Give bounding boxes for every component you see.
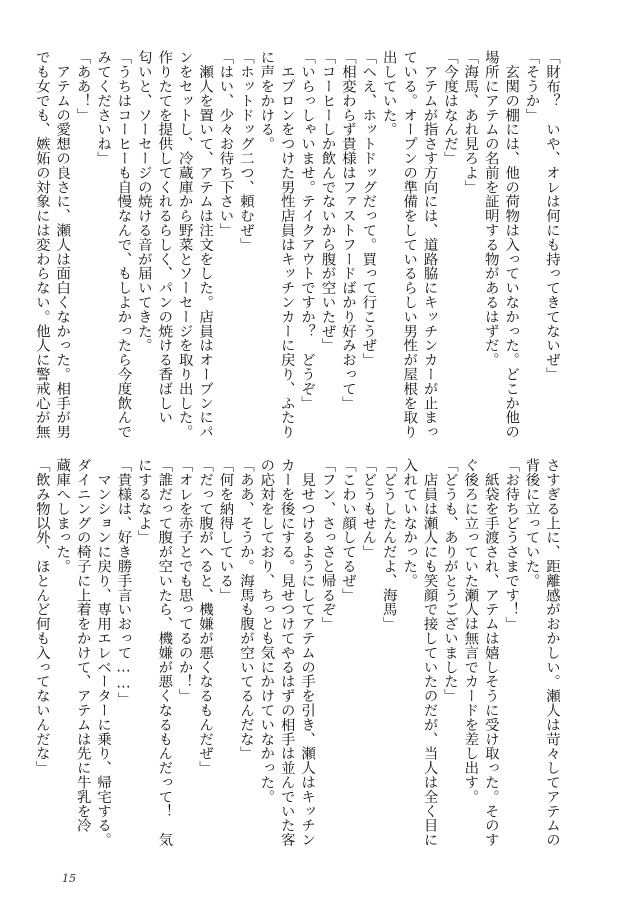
text-line: にするなよ」 <box>135 458 152 545</box>
text-line: 「うちはコーヒーも自慢なんで、もしよかったら今度飲んで <box>115 50 132 439</box>
text-line: 「フン、さっさと帰るぞ」 <box>319 458 336 631</box>
text-line: エプロンをつけた男性店員はキッチンカーに戻り、ふたり <box>278 50 295 439</box>
text-line: 作りたてを提供してくれるらしく、パンの焼ける香ばしい <box>156 50 173 425</box>
text-line: 「どうもせん」 <box>360 458 377 559</box>
text-line: 「オレを赤子とでも思ってるのか！」 <box>176 458 193 703</box>
text-line: でも女でも、嫉妬の対象には変わらない。他人に警戒心が無 <box>33 50 50 439</box>
text-line: カーを後にする。見せつけてやるはずの相手は並んでいた客 <box>278 458 295 847</box>
text-line: 背後に立っていた。 <box>523 458 540 588</box>
text-line: 匂いと、ソーセージの焼ける音が届いてきた。 <box>135 50 152 353</box>
text-line: 瀬人を置いて、アテムは注文をした。店員はオーブンにパ <box>197 50 214 439</box>
upper-text-block <box>33 50 562 439</box>
text-line: みてくださいね」 <box>95 50 112 166</box>
text-line: に声をかける。 <box>258 50 275 151</box>
text-line: 「へえ、ホットドッグだって。買って行こうぜ」 <box>360 50 377 367</box>
lower-text-block <box>33 458 562 848</box>
text-line: 見せつけるようにしてアテムの手を引き、瀬人はキッチン <box>299 458 316 847</box>
text-line: 「海馬、あれ見ろよ」 <box>462 50 479 194</box>
text-line: 場所にアテムの名前を証明する物があるはずだ。 <box>482 50 499 367</box>
text-line: 「ああ、そうか。海馬も腹が空いてるんだな」 <box>237 458 254 761</box>
text-line: 「財布？ いや、オレは何にも持ってきてないぜ」 <box>544 50 560 382</box>
text-line: さすぎる上に、距離感がおかしい。瀬人は苛々してアテムの <box>544 458 560 847</box>
text-line: の応対をしており、ちっとも気にかけていなかった。 <box>258 458 275 804</box>
page-number: 15 <box>62 872 76 885</box>
text-line: 蔵庫へしまった。 <box>54 458 71 574</box>
text-line: 店員は瀬人にも笑顔で接していたのだが、当人は全く目に <box>421 458 438 847</box>
text-line: 紙袋を手渡され、アテムは嬉しそうに受け取った。そのす <box>482 458 499 847</box>
text-line: 「そうか」 <box>523 50 540 122</box>
text-line: ている。オープンの準備をしているらしい男性が屋根を取り <box>401 50 418 439</box>
text-line: 「相変わらず貴様はファストフードばかり好みおって」 <box>339 50 356 410</box>
text-line: 「コーヒーしか飲んでないから腹が空いたぜ」 <box>319 50 336 353</box>
text-line: 入れていなかった。 <box>401 458 418 588</box>
text-line: 「だって腹がへると、機嫌が悪くなるもんだぜ」 <box>197 458 214 775</box>
text-line: 「今度はなんだ」 <box>441 50 458 166</box>
text-line: 「貴様は、好き勝手言いおって……」 <box>115 458 132 706</box>
text-line: 「誰だって腹が空いたら、機嫌が悪くなるもんだって！ 気 <box>156 458 173 847</box>
text-line: 「飲み物以外、ほとんど何も入ってないんだな」 <box>33 458 50 775</box>
text-line: 「どうしたんだよ、海馬」 <box>380 458 397 631</box>
text-line: 「こわい顔してるぜ」 <box>339 458 356 602</box>
text-line: ぐ後ろに立っていた瀬人は無言でカードを差し出す。 <box>462 458 479 804</box>
text-line: アテムが指さす方向には、道路脇にキッチンカーが止まっ <box>421 50 438 439</box>
text-line: 「どうも、ありがとうございました」 <box>441 458 458 703</box>
text-line: 「いらっしゃいませ。テイクアウトですか？ どうぞ」 <box>299 50 316 410</box>
text-line: 「お待ちどうさまです！」 <box>503 458 520 631</box>
text-line: 「はい、少々お待ち下さい」 <box>217 50 234 238</box>
text-line: マンションに戻り、専用エレベーターに乗り、帰宅する。 <box>95 458 112 847</box>
text-line: アテムの愛想の良さに、瀬人は面白くなかった。相手が男 <box>54 50 71 439</box>
text-line: 「ああ！」 <box>74 50 91 122</box>
text-line: 「ホットドッグ二つ、頼むぜ」 <box>237 50 254 252</box>
text-line: 出していた。 <box>380 50 397 137</box>
text-line: 「何を納得している」 <box>217 458 234 602</box>
text-line: ダイニングの椅子に上着をかけて、アテムは先に牛乳を冷 <box>74 458 91 833</box>
text-line: 玄関の棚には、他の荷物は入っていなかった。どこか他の <box>503 50 520 439</box>
text-line: ンをセットし、冷蔵庫から野菜とソーセージを取り出した。 <box>176 50 193 439</box>
